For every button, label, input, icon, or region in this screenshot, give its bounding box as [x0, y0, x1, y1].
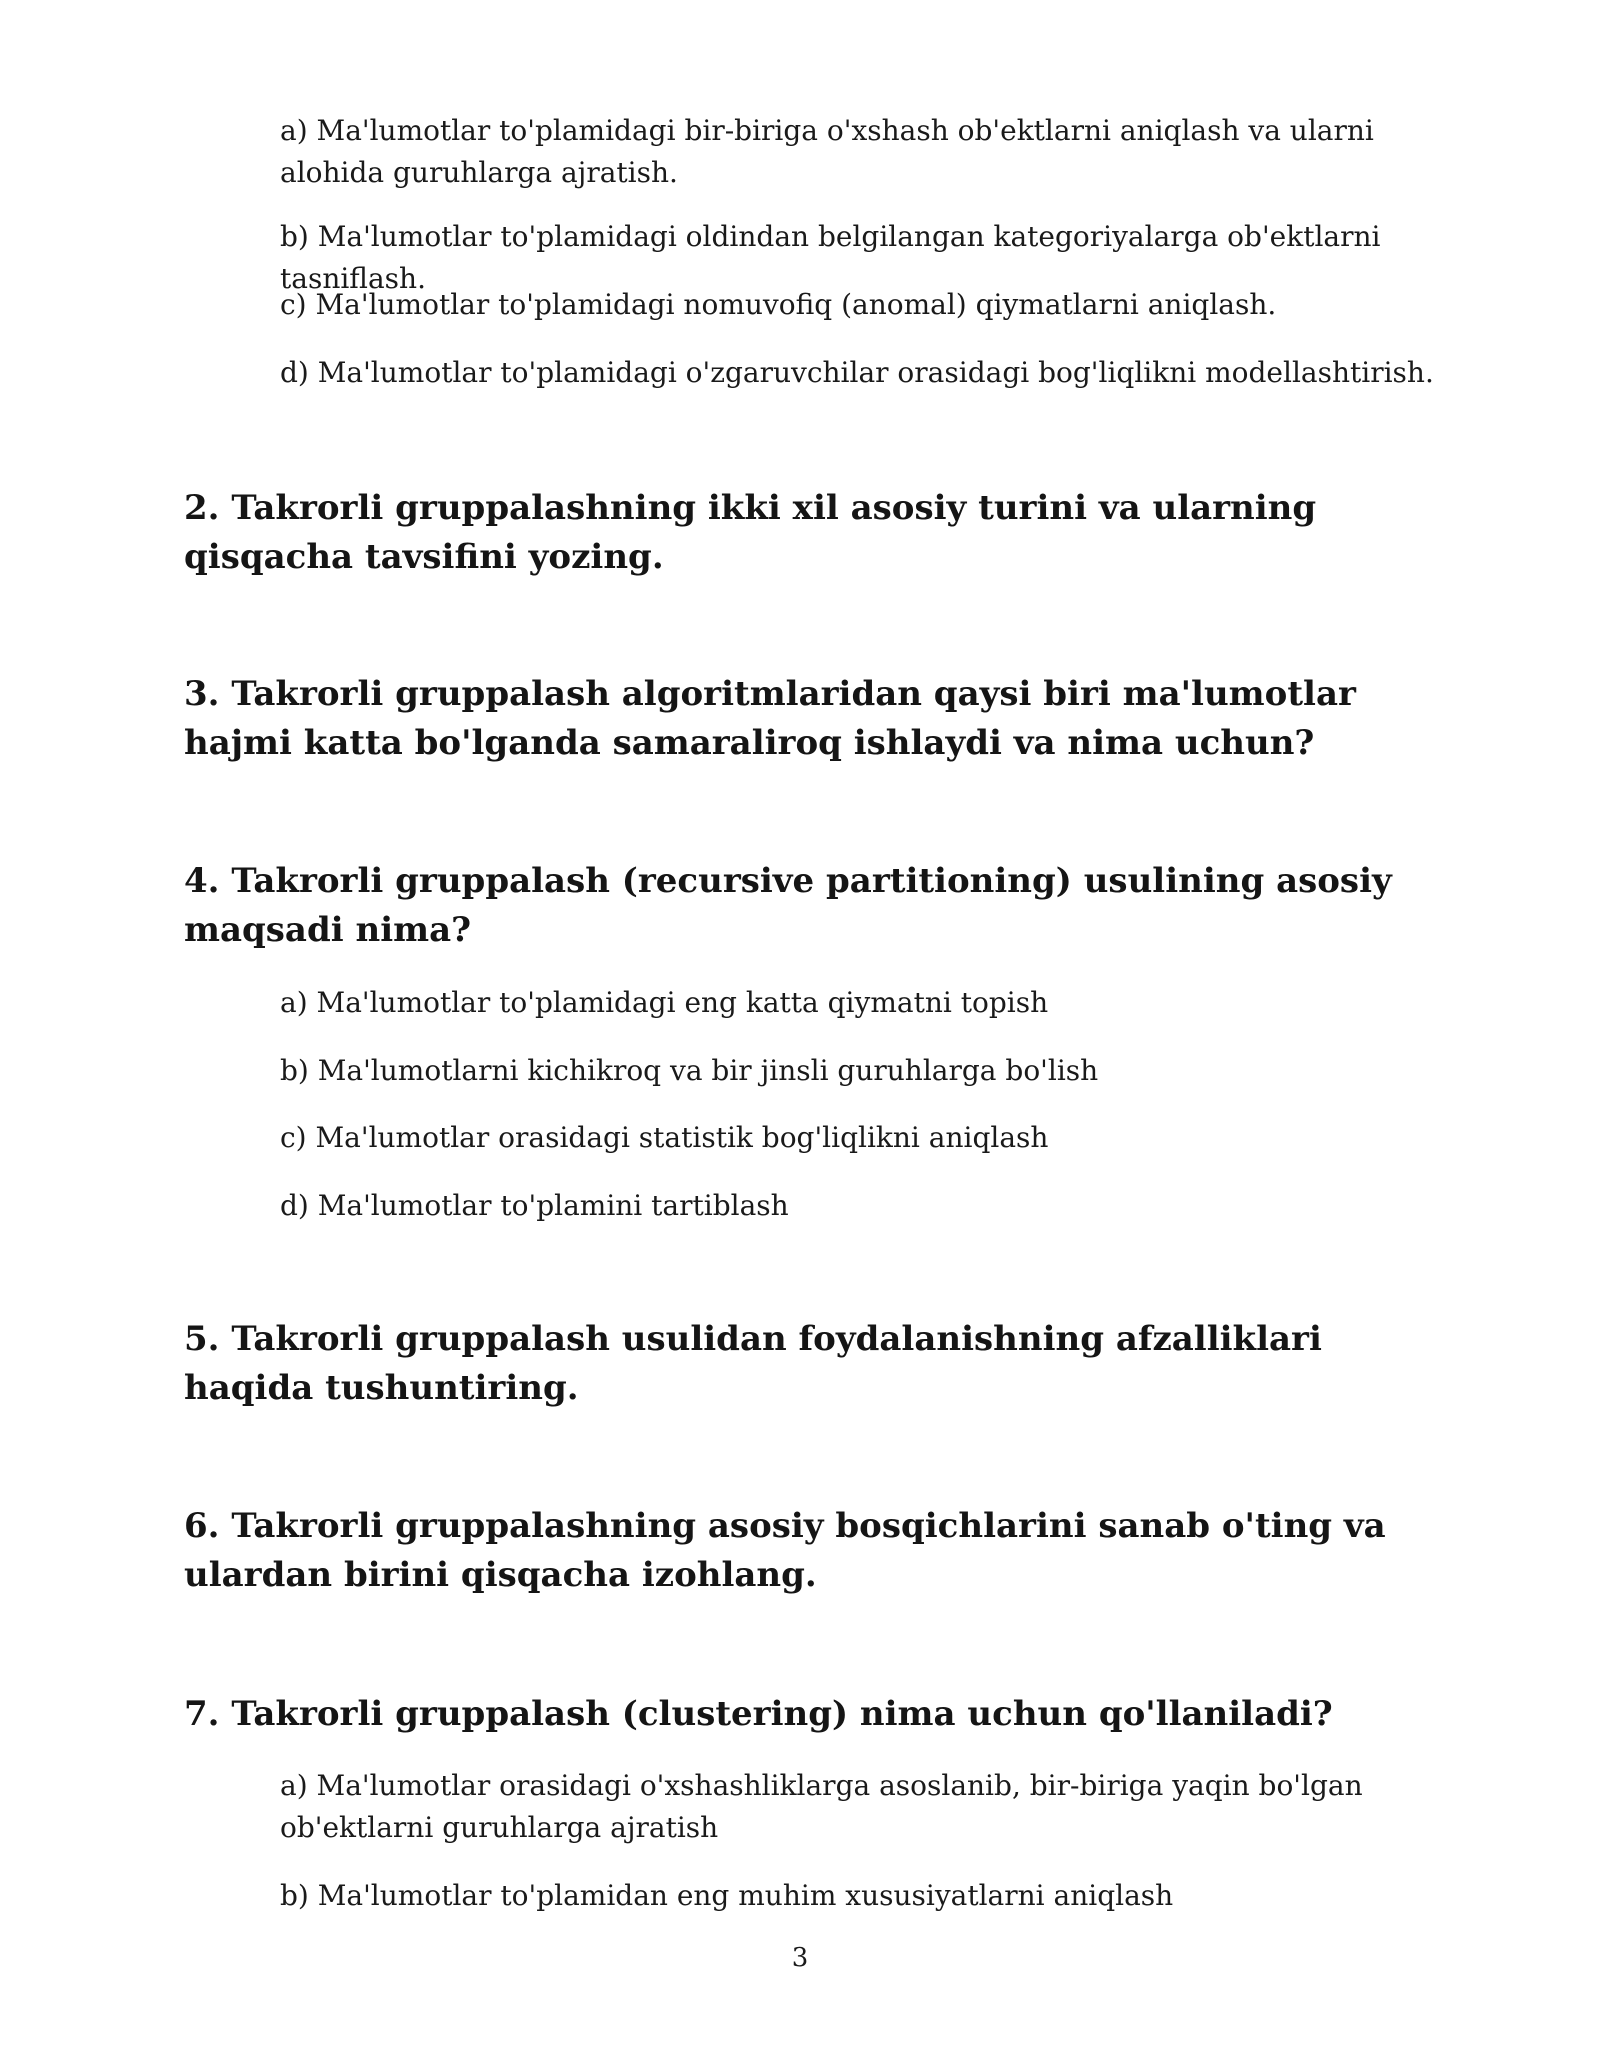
q1-option-a: a) Ma'lumotlar to'plamidagi bir-biriga o'xshash ob'ektlarni aniqlash va ularni alohida guruhlarga ajratish. [280, 114, 1374, 189]
question-7: 7. Takrorli gruppalash (clustering) nima uchun qo'llaniladi? [184, 1694, 1333, 1734]
q7-option-b: b) Ma'lumotlar to'plamidan eng muhim xususiyatlarni aniqlash [280, 1879, 1174, 1912]
q1-option-b: b) Ma'lumotlar to'plamidagi oldindan belgilangan kategoriyalarga ob'ektlarni tasniflash. [280, 220, 1381, 295]
q1-option-d: d) Ma'lumotlar to'plamidagi o'zgaruvchilar orasidagi bog'liqlikni modellashtirish. [280, 356, 1434, 389]
question-6: 6. Takrorli gruppalashning asosiy bosqichlarini sanab o'ting va ulardan birini qisqacha izohlang. [184, 1506, 1386, 1595]
question-4: 4. Takrorli gruppalash (recursive partitioning) usulining asosiy maqsadi nima? [184, 861, 1392, 950]
q1-option-c: c) Ma'lumotlar to'plamidagi nomuvofiq (anomal) qiymatlarni aniqlash. [280, 288, 1277, 321]
question-5: 5. Takrorli gruppalash usulidan foydalanishning afzalliklari haqida tushuntiring. [184, 1319, 1322, 1408]
question-3: 3. Takrorli gruppalash algoritmlaridan qaysi biri ma'lumotlar hajmi katta bo'lganda samaraliroq ishlaydi va nima uchun? [184, 674, 1356, 763]
q7-option-a: a) Ma'lumotlar orasidagi o'xshashliklarga asoslanib, bir-biriga yaqin bo'lgan ob'ektlarni guruhlarga ajratish [280, 1769, 1363, 1844]
q4-option-c: c) Ma'lumotlar orasidagi statistik bog'liqlikni aniqlash [280, 1121, 1049, 1154]
q4-option-a: a) Ma'lumotlar to'plamidagi eng katta qiymatni topish [280, 986, 1049, 1019]
q4-option-b: b) Ma'lumotlarni kichikroq va bir jinsli guruhlarga bo'lish [280, 1054, 1099, 1087]
page-number: 3 [791, 1943, 809, 1973]
q4-option-d: d) Ma'lumotlar to'plamini tartiblash [280, 1189, 789, 1222]
question-2: 2. Takrorli gruppalashning ikki xil asosiy turini va ularning qisqacha tavsifini yozing. [184, 488, 1317, 577]
